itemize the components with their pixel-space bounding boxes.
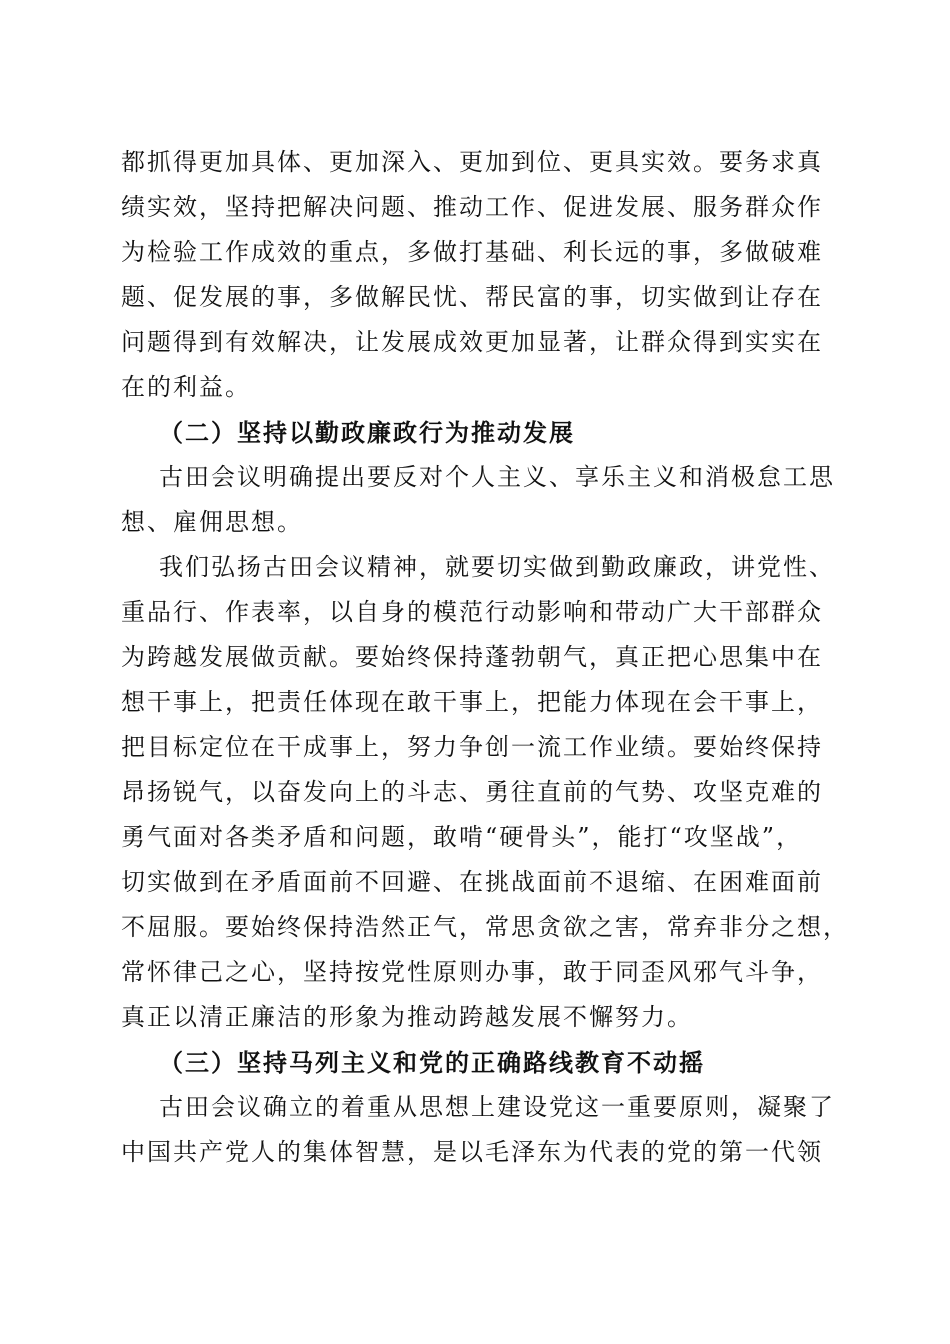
text-line: 古田会议确立的着重从思想上建设党这一重要原则，凝聚了 bbox=[159, 1093, 835, 1121]
text-line: 题、促发展的事，多做解民忧、帮民富的事，切实做到让存在 bbox=[121, 283, 823, 311]
text-line: 昂扬锐气，以奋发向上的斗志、勇往直前的气势、攻坚克难的 bbox=[121, 778, 823, 806]
text-line: 常怀律己之心，坚持按党性原则办事，敢于同歪风邪气斗争， bbox=[121, 958, 823, 986]
text-line: 都抓得更加具体、更加深入、更加到位、更具实效。要务求真 bbox=[121, 148, 823, 176]
section-heading: （二）坚持以勤政廉政行为推动发展 bbox=[159, 418, 575, 447]
text-line: 中国共产党人的集体智慧，是以毛泽东为代表的党的第一代领 bbox=[121, 1138, 823, 1166]
text-line: 我们弘扬古田会议精神，就要切实做到勤政廉政，讲党性、 bbox=[159, 553, 835, 581]
text-line: 不屈服。要始终保持浩然正气，常思贪欲之害，常弃非分之想， bbox=[121, 913, 849, 941]
text-line: 古田会议明确提出要反对个人主义、享乐主义和消极怠工思 bbox=[159, 463, 835, 491]
text-line: 重品行、作表率，以自身的模范行动影响和带动广大干部群众 bbox=[121, 598, 823, 626]
text-line: 切实做到在矛盾面前不回避、在挑战面前不退缩、在困难面前 bbox=[121, 868, 823, 896]
text-line: 为检验工作成效的重点，多做打基础、利长远的事，多做破难 bbox=[121, 238, 823, 266]
text-line: 真正以清正廉洁的形象为推动跨越发展不懈努力。 bbox=[121, 1003, 693, 1031]
text-line: 想、雇佣思想。 bbox=[121, 508, 303, 536]
text-line: 把目标定位在干成事上，努力争创一流工作业绩。要始终保持 bbox=[121, 733, 823, 761]
text-line: 为跨越发展做贡献。要始终保持蓬勃朝气，真正把心思集中在 bbox=[121, 643, 823, 671]
text-line: 想干事上，把责任体现在敢干事上，把能力体现在会干事上， bbox=[121, 688, 823, 716]
text-line: 勇气面对各类矛盾和问题，敢啃“硬骨头”，能打“攻坚战”， bbox=[121, 823, 803, 851]
section-heading: （三）坚持马列主义和党的正确路线教育不动摇 bbox=[159, 1048, 705, 1077]
text-line: 在的利益。 bbox=[121, 373, 251, 401]
text-line: 问题得到有效解决，让发展成效更加显著，让群众得到实实在 bbox=[121, 328, 823, 356]
text-line: 绩实效，坚持把解决问题、推动工作、促进发展、服务群众作 bbox=[121, 193, 823, 221]
document-page bbox=[121, 140, 849, 1175]
